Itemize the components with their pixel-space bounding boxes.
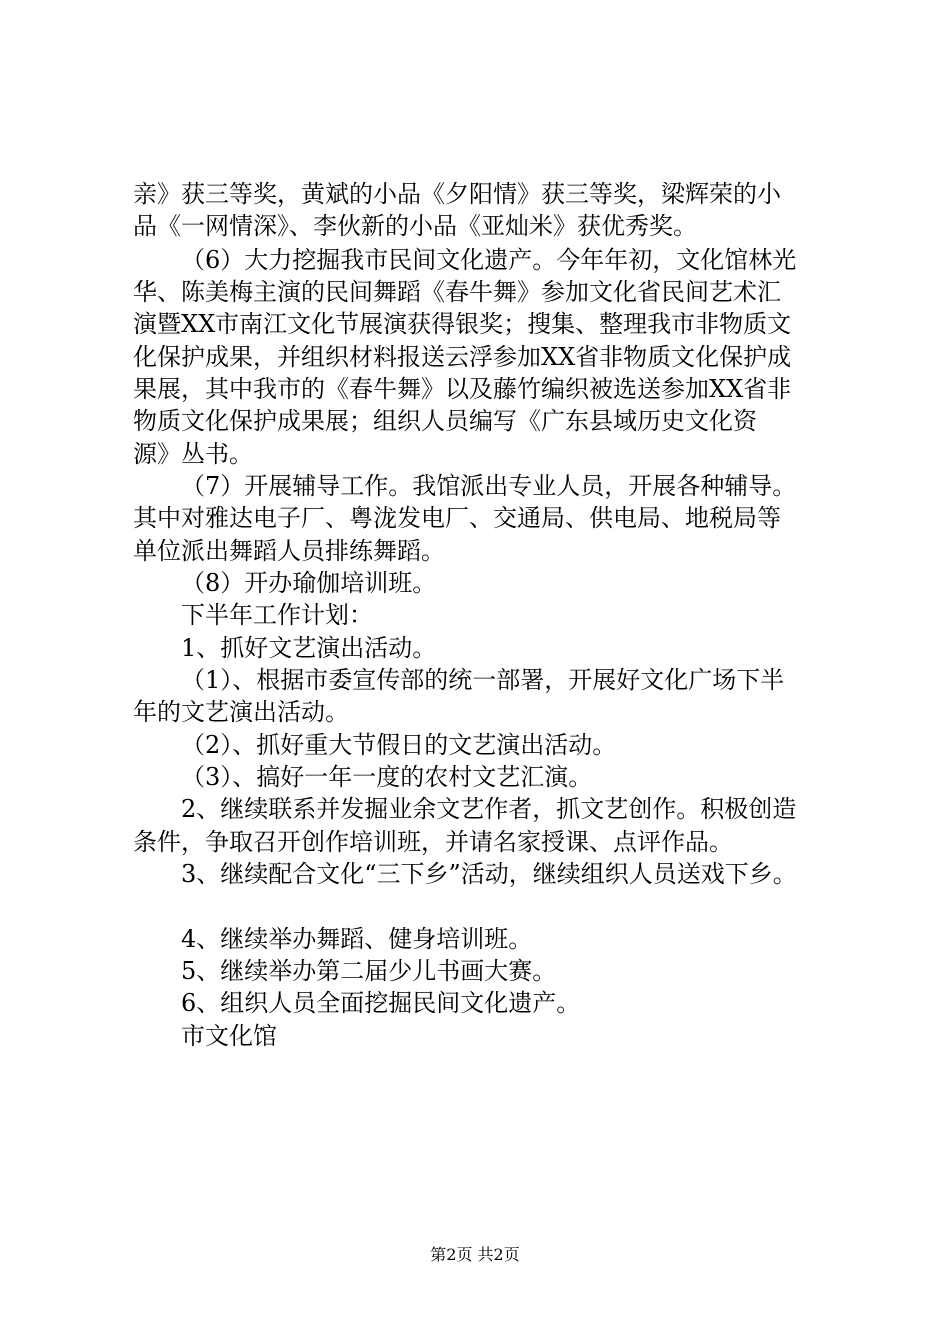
paragraph-line: 4、继续举办舞蹈、健身培训班。 (181, 925, 533, 953)
paragraph-line: 1、抓好文艺演出活动。 (181, 634, 437, 662)
paragraph-line: 3、继续配合文化“三下乡”活动，继续组织人员送戏下乡。 (181, 860, 797, 888)
signature-line: 市文化馆 (181, 1022, 277, 1050)
paragraph-line: 化保护成果，并组织材料报送云浮参加XX省非物质文化保护成 (133, 343, 792, 371)
paragraph-line: （2）、抓好重大节假日的文艺演出活动。 (181, 731, 617, 759)
paragraph-line: 5、继续举办第二届少儿书画大赛。 (181, 957, 557, 985)
paragraph-line: （1）、根据市委宣传部的统一部署，开展好文化广场下半 (181, 666, 785, 694)
paragraph-line: 年的文艺演出活动。 (133, 698, 349, 726)
paragraph-line: 其中对雅达电子厂、粤泷发电厂、交通局、供电局、地税局等 (133, 504, 781, 532)
section-heading: 下半年工作计划： (181, 601, 373, 629)
paragraph-line: （6）大力挖掘我市民间文化遗产。今年年初，文化馆林光 (181, 246, 797, 274)
paragraph-line: 品《一网情深》、李伙新的小品《亚灿米》获优秀奖。 (133, 212, 697, 240)
paragraph-line: 2、继续联系并发掘业余文艺作者，抓文艺创作。积极创造 (181, 795, 797, 823)
paragraph-line: 源》丛书。 (133, 440, 253, 468)
paragraph-line: （7）开展辅导工作。我馆派出专业人员，开展各种辅导。 (181, 472, 797, 500)
page-footer: 第2页 共2页 (430, 1245, 520, 1264)
paragraph-line: （3）、搞好一年一度的农村文艺汇演。 (181, 763, 593, 791)
paragraph-line: 演暨XX市南江文化节展演获得银奖；搜集、整理我市非物质文 (133, 310, 792, 338)
paragraph-line: 条件，争取召开创作培训班，并请名家授课、点评作品。 (133, 828, 733, 856)
paragraph-line: （8）开办瑜伽培训班。 (181, 569, 437, 597)
paragraph-line: 物质文化保护成果展；组织人员编写《广东县域历史文化资 (133, 407, 757, 435)
paragraph-line: 果展，其中我市的《春牛舞》以及藤竹编织被选送参加XX省非 (133, 375, 792, 403)
paragraph-line: 华、陈美梅主演的民间舞蹈《春牛舞》参加文化省民间艺术汇 (133, 278, 781, 306)
paragraph-line: 亲》获三等奖，黄斌的小品《夕阳情》获三等奖，梁辉荣的小 (133, 180, 781, 208)
paragraph-line: 6、组织人员全面挖掘民间文化遗产。 (181, 989, 581, 1017)
paragraph-line: 单位派出舞蹈人员排练舞蹈。 (133, 537, 445, 565)
